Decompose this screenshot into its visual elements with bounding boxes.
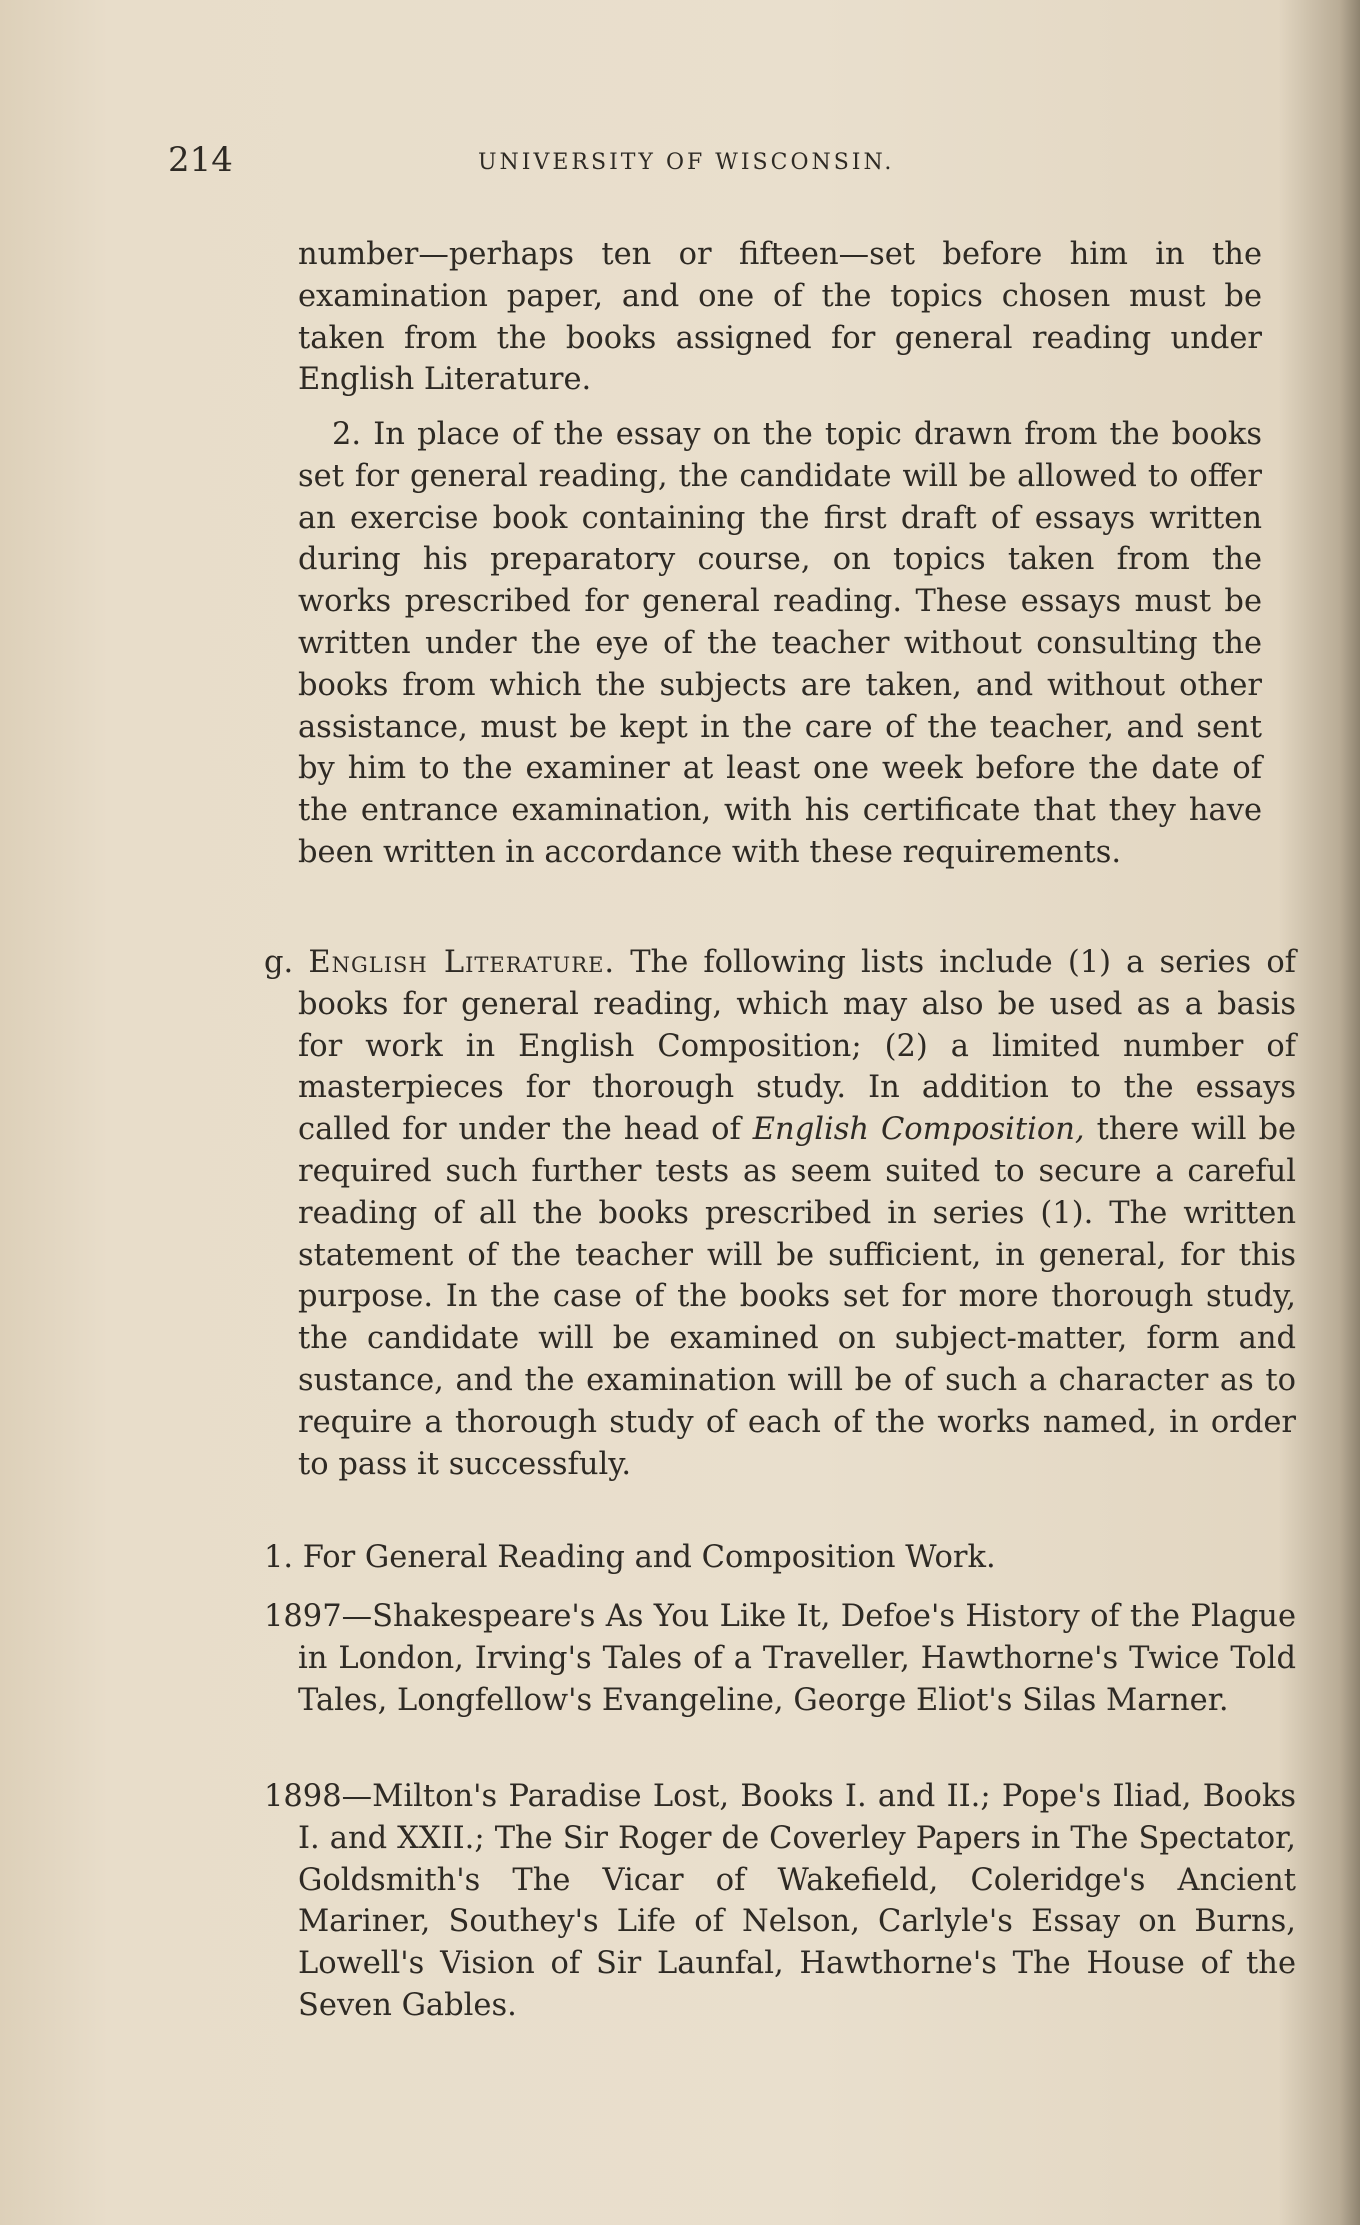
page-number: 214 <box>168 140 233 180</box>
section-g-heading: English Literature. <box>308 945 616 980</box>
year-1897-text: 1897—Shakespeare's As You Like It, Defoe's History of the Plague in London, Irving's Tales of a Traveller, Hawthorne's Twice Told Tales, Longfellow's Evangeline, George Eliot's Silas Marner. <box>264 1599 1296 1718</box>
list-heading: 1. For General Reading and Composition Work. <box>264 1540 996 1575</box>
year-1898-text: 1898—Milton's Paradise Lost, Books I. and II.; Pope's Iliad, Books I. and XXII.; The Sir Roger de Coverley Papers in The Spectator, Goldsmith's The Vicar of Wakefield, Coleridge's Ancient Mariner, Southey's Life of Nelson, Carlyle's Essay on Burns, Lowell's Vision of Sir Launfal, Hawthorne's The House of the Seven Gables. <box>264 1779 1296 2023</box>
section-g-italic: English Composition, <box>752 1112 1085 1148</box>
page-header <box>168 140 1268 190</box>
section-g-paragraph <box>264 942 1296 1485</box>
item-2-paragraph <box>298 414 1262 874</box>
year-1897-entry <box>264 1596 1296 1721</box>
section-g-label: g. <box>264 945 294 980</box>
running-head: UNIVERSITY OF WISCONSIN. <box>478 150 895 175</box>
item-2-text: 2. In place of the essay on the topic drawn from the books set for general reading, the candidate will be allowed to offer an exercise book containing the first draft of essays written during his preparatory course, on topics taken from the works prescribed for general reading. These essays must be written under the eye of the teacher without consulting the books from which the subjects are taken, and without other assistance, must be kept in the care of the teacher, and sent by him to the examiner at least one week before the date of the entrance examination, with his certificate that they have been written in accordance with these requirements. <box>298 417 1262 870</box>
continuation-paragraph <box>298 234 1262 401</box>
section-g-text-1: The following lists include (1) a series of books for general reading, which may also be used as a basis for work in English Composition; (2) a limited number of masterpieces for thorough study. In addition to the essays called for under the head of <box>298 945 1296 1148</box>
year-1898-entry <box>264 1776 1296 2027</box>
continuation-text: number—perhaps ten or fifteen—set before him in the examination paper, and one of the topics chosen must be taken from the books assigned for general reading under English Literature. <box>298 237 1262 398</box>
section-g-text-2: there will be required such further tests as seem suited to secure a careful reading of all the books prescribed in series (1). The written statement of the teacher will be sufficient, in general, for this purpose. In the case of the books set for more thorough study, the candidate will be examined on subject-matter, form and sustance, and the examination will be of such a character as to require a thorough study of each of the works named, in order to pass it successfuly. <box>298 1112 1297 1482</box>
